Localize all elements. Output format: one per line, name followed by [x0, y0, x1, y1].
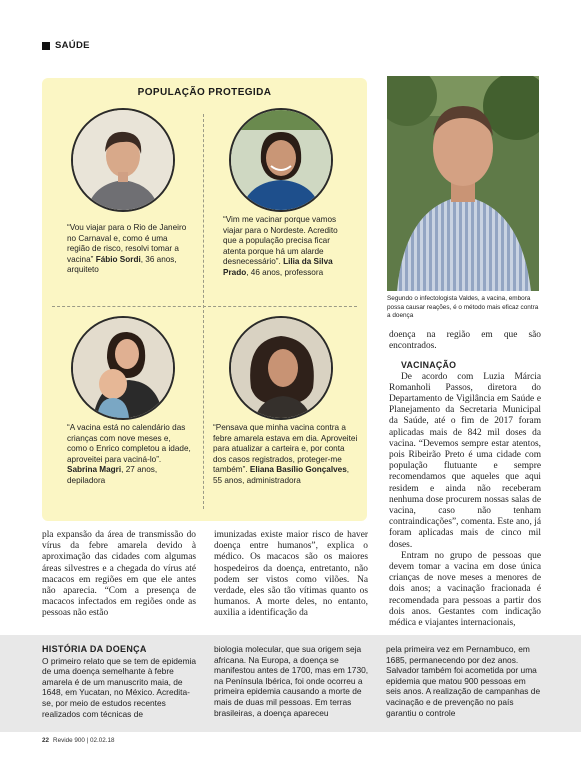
quote-text: “Vou viajar para o Rio de Janeiro no Carnaval e, como é uma região de risco, resolvi tomar a vacina”	[67, 223, 187, 264]
person-name: Eliana Basílio Gonçalves	[249, 465, 347, 475]
right-column	[389, 330, 541, 629]
photo-caption: Segundo o infectologista Valdes, a vacina, embora possa causar reações, é o método mais eficaz contra a doença	[387, 295, 539, 320]
box-title: POPULAÇÃO PROTEGIDA	[137, 87, 272, 98]
quote-fabio	[67, 223, 192, 276]
history-column-1	[42, 644, 197, 719]
history-title: HISTÓRIA DA DOENÇA	[42, 644, 147, 654]
person-details: , 46 anos, professora	[246, 267, 324, 277]
portrait-lilia	[229, 108, 333, 212]
section-tag	[42, 40, 90, 51]
box-divider-vertical	[203, 114, 204, 509]
section-label: SAÚDE	[55, 40, 90, 51]
person-details: , 36 anos, arquiteto	[67, 254, 177, 275]
quote-sabrina	[67, 423, 192, 487]
quote-text: “A vacina está no calendário das crianças com nove meses e, como o Enrico completou a idade, aproveitei para vaciná-lo”.	[67, 423, 191, 464]
paragraph: De acordo com Luzia Márcia Romanholi Passos, diretora do Departamento de Vigilância em Saúde e Planejamento da Secretaria Municipal da Saúde, até o fim de 2017 foram aplicadas mais de 842 mil doses da vacina. “Devemos sempre estar atentos, pois Ribeirão Preto é uma cidade com população flutuante e sempre recomendamos que aqueles que aqui residem e ainda não receberam nenhuma dose procurem nossas salas de vacina, caso não tenham contraindicações”, comenta. Este ano, já foram aplicadas mais de cinco mil doses.	[389, 371, 541, 550]
quote-text: “Pensava que minha vacina contra a febre amarela estava em dia. Aproveitei para atualizar a carteira e, por conta dos casos registrados, proteger-me também”.	[213, 423, 358, 475]
paragraph: Entram no grupo de pessoas que devem tomar a vacina em dose única crianças de nove meses a menores de dois anos; a vacinação fracionada é recomendada para pessoas a partir dos dois anos. Gestantes com indicação médica e viajantes internacionais,	[389, 550, 541, 629]
bottom-column-2: imunizadas existe maior risco de haver doença entre humanos”, explica o médico. Os macacos são os maiores hospedeiros da doença, entretanto, não podem ser vistos como vilões. Na verdade, eles são tão vítimas quanto os humanos. A morte deles, no entanto, auxilia a identificação da	[214, 530, 368, 619]
history-column-3: pela primeira vez em Pernambuco, em 1685, permanecendo por dez anos. Salvador também foi acometida por uma epidemia que matou 900 pessoas em seis anos. A realização de campanhas de vacinação e de prevenção no país garantiu o controle	[386, 644, 541, 718]
history-text: O primeiro relato que se tem de epidemia de uma doença semelhante à febre amarela é de um manuscrito maia, de 1648, em Yucatan, no México. Acredita-se, por meio de estudos recentes realizados com técnicas de	[42, 655, 197, 719]
history-column-2: biologia molecular, que sua origem seja africana. Na Europa, a doença se manifestou antes de 1700, mas em 1730, na Península Ibérica, foi onde ocorreu a primeira epidemia causando a morte de mais de duas mil pessoas. Em terras brasileiras, a doença apareceu	[214, 644, 369, 718]
quote-text: “Vim me vacinar porque vamos viajar para o Nordeste. Acredito que a população precisa ficar atenta porque há um alarde desnecessário”.	[223, 215, 338, 267]
quote-eliana	[213, 423, 358, 487]
portrait-sabrina	[71, 316, 175, 420]
doctor-photo	[387, 76, 539, 291]
footer-text: Revide 900 | 02.02.18	[53, 737, 115, 744]
portrait-eliana	[229, 316, 333, 420]
bottom-column-1: pla expansão da área de transmissão do vírus da febre amarela devido à aproximação das cidades com algumas áreas silvestres e a chegada do vírus até macacos em regiões em que ele antes não aparecia. “Com a presença de macacos infectados em regiões onde as pessoas não estão	[42, 530, 196, 619]
person-details: , 27 anos, depiladora	[67, 465, 158, 485]
person-name: Sabrina Magri	[67, 465, 122, 475]
person-name: Lilia da Silva Prado	[223, 257, 333, 277]
person-details: , 55 anos, administradora	[213, 465, 350, 485]
person-name: Fábio Sordi	[95, 254, 141, 264]
quote-lilia	[223, 215, 348, 279]
box-divider-horizontal	[52, 306, 357, 307]
population-box	[42, 78, 367, 521]
page-footer	[42, 737, 115, 744]
section-square-icon	[42, 42, 50, 50]
portrait-fabio	[71, 108, 175, 212]
paragraph: doença na região em que são encontrados.	[389, 330, 541, 352]
page-number: 22	[42, 737, 50, 744]
subhead-vacinacao: VACINAÇÃO	[401, 360, 457, 371]
